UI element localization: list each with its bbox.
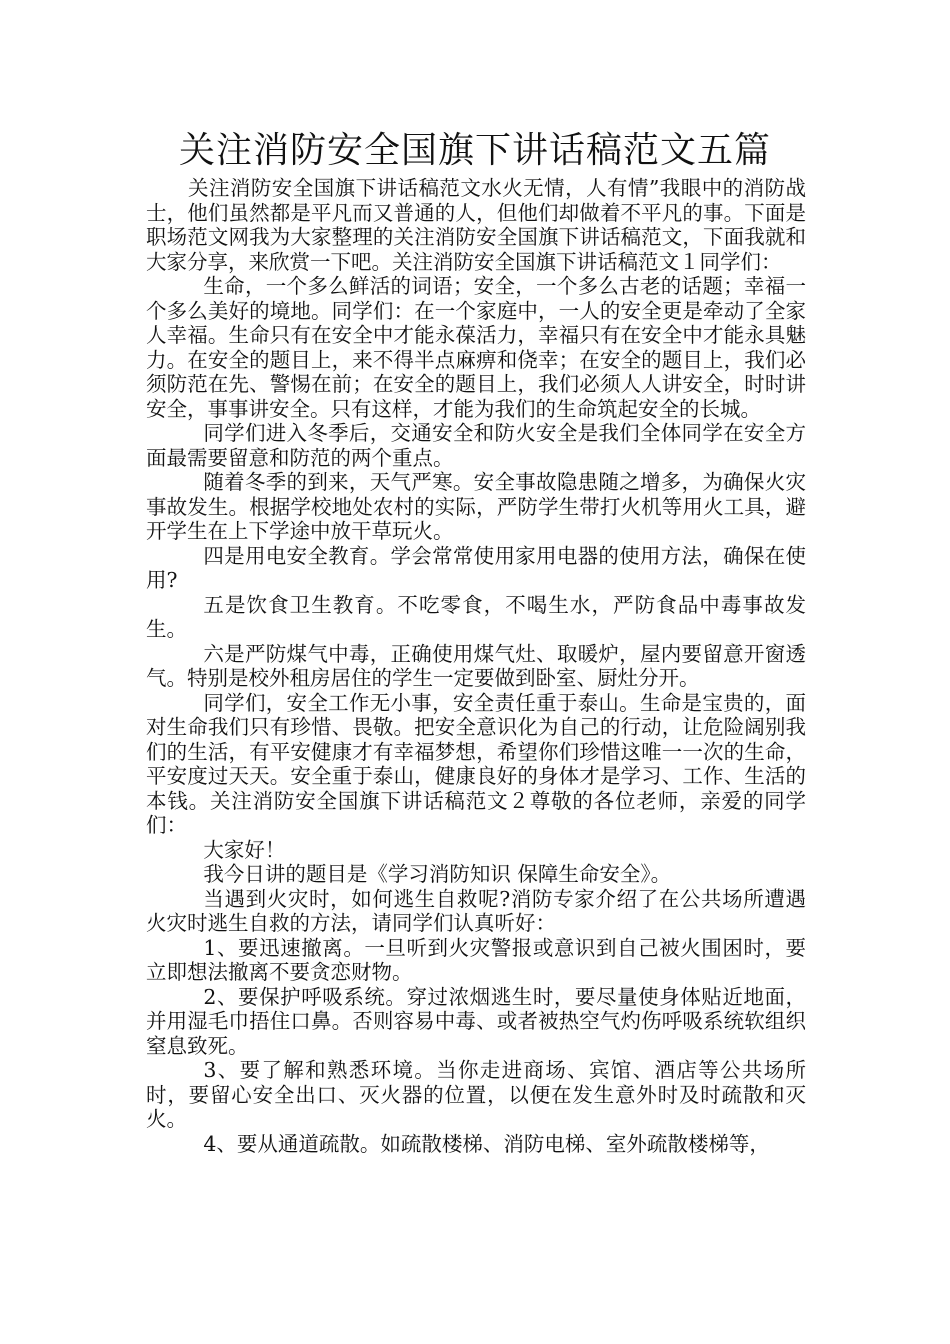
page-title: 关注消防安全国旗下讲话稿范文五篇 — [178, 130, 771, 171]
paragraph-10: 我今日讲的题目是《学习消防知识 保障生命安全》。 — [203, 862, 672, 886]
paragraph-4: 随着冬季的到来，天气严寒。安全事故隐患随之增多，为确保火灾事故发生。根据学校地处农村的实际，严防学生带打火机等用火工具，避开学生在上下学途中放干草玩火。 — [146, 470, 806, 543]
paragraph-14: 3、要了解和熟悉环境。当你走进商场、宾馆、酒店等公共场所时，要留心安全出口、灭火器的位置，以便在发生意外时及时疏散和灭火。 — [146, 1058, 806, 1131]
document-body — [146, 176, 806, 1156]
paragraph-15: 4、要从通道疏散。如疏散楼梯、消防电梯、室外疏散楼梯等， — [203, 1131, 770, 1156]
paragraph-13: 2、要保护呼吸系统。穿过浓烟逃生时，要尽量使身体贴近地面，并用湿毛巾捂住口鼻。否则容易中毒、或者被热空气灼伤呼吸系统软组织窒息致死。 — [146, 984, 806, 1058]
paragraph-6: 五是饮食卫生教育。不吃零食，不喝生水，严防食品中毒事故发生。 — [146, 592, 806, 641]
paragraph-7: 六是严防煤气中毒，正确使用煤气灶、取暖炉，屋内要留意开窗透气。特别是校外租房居住的学生一定要做到卧室、厨灶分开。 — [146, 641, 806, 690]
paragraph-1: 关注消防安全国旗下讲话稿范文水火无情，人有情”我眼中的消防战士，他们虽然都是平凡而又普通的人，但他们却做着不平凡的事。下面是职场范文网我为大家整理的关注消防安全国旗下讲话稿范文，下面我就和大家分享，来欣赏一下吧。关注消防安全国旗下讲话稿范文１同学们： — [146, 176, 806, 274]
paragraph-2: 生命，一个多么鲜活的词语；安全，一个多么古老的话题；幸福一个多么美好的境地。同学们：在一个家庭中，一人的安全更是牵动了全家人幸福。生命只有在安全中才能永葆活力，幸福只有在安全中才能永具魅力。在安全的题目上，来不得半点麻痹和侥幸；在安全的题目上，我们必须防范在先、警惕在前；在安全的题目上，我们必须人人讲安全，时时讲安全，事事讲安全。只有这样，才能为我们的生命筑起安全的长城。 — [146, 274, 806, 421]
paragraph-8: 同学们，安全工作无小事，安全责任重于泰山。生命是宝贵的，面对生命我们只有珍惜、畏敬。把安全意识化为自己的行动，让危险阔别我们的生活，有平安健康才有幸福梦想，希望你们珍惜这唯一一次的生命，平安度过天天。安全重于泰山，健康良好的身体才是学习、工作、生活的本钱。关注消防安全国旗下讲话稿范文２尊敬的各位老师，亲爱的同学们： — [146, 690, 806, 837]
paragraph-12: 1、要迅速撤离。一旦听到火灾警报或意识到自己被火围困时，要立即想法撤离不要贪恋财物。 — [146, 935, 806, 984]
paragraph-3: 同学们进入冬季后，交通安全和防火安全是我们全体同学在安全方面最需要留意和防范的两个重点。 — [146, 421, 806, 470]
paragraph-9: 大家好！ — [203, 837, 286, 862]
paragraph-11: 当遇到火灾时，如何逃生自救呢?消防专家介绍了在公共场所遭遇火灾时逃生自救的方法，请同学们认真听好： — [146, 886, 806, 935]
paragraph-5: 四是用电安全教育。学会常常使用家用电器的使用方法，确保在使用? — [146, 543, 806, 592]
